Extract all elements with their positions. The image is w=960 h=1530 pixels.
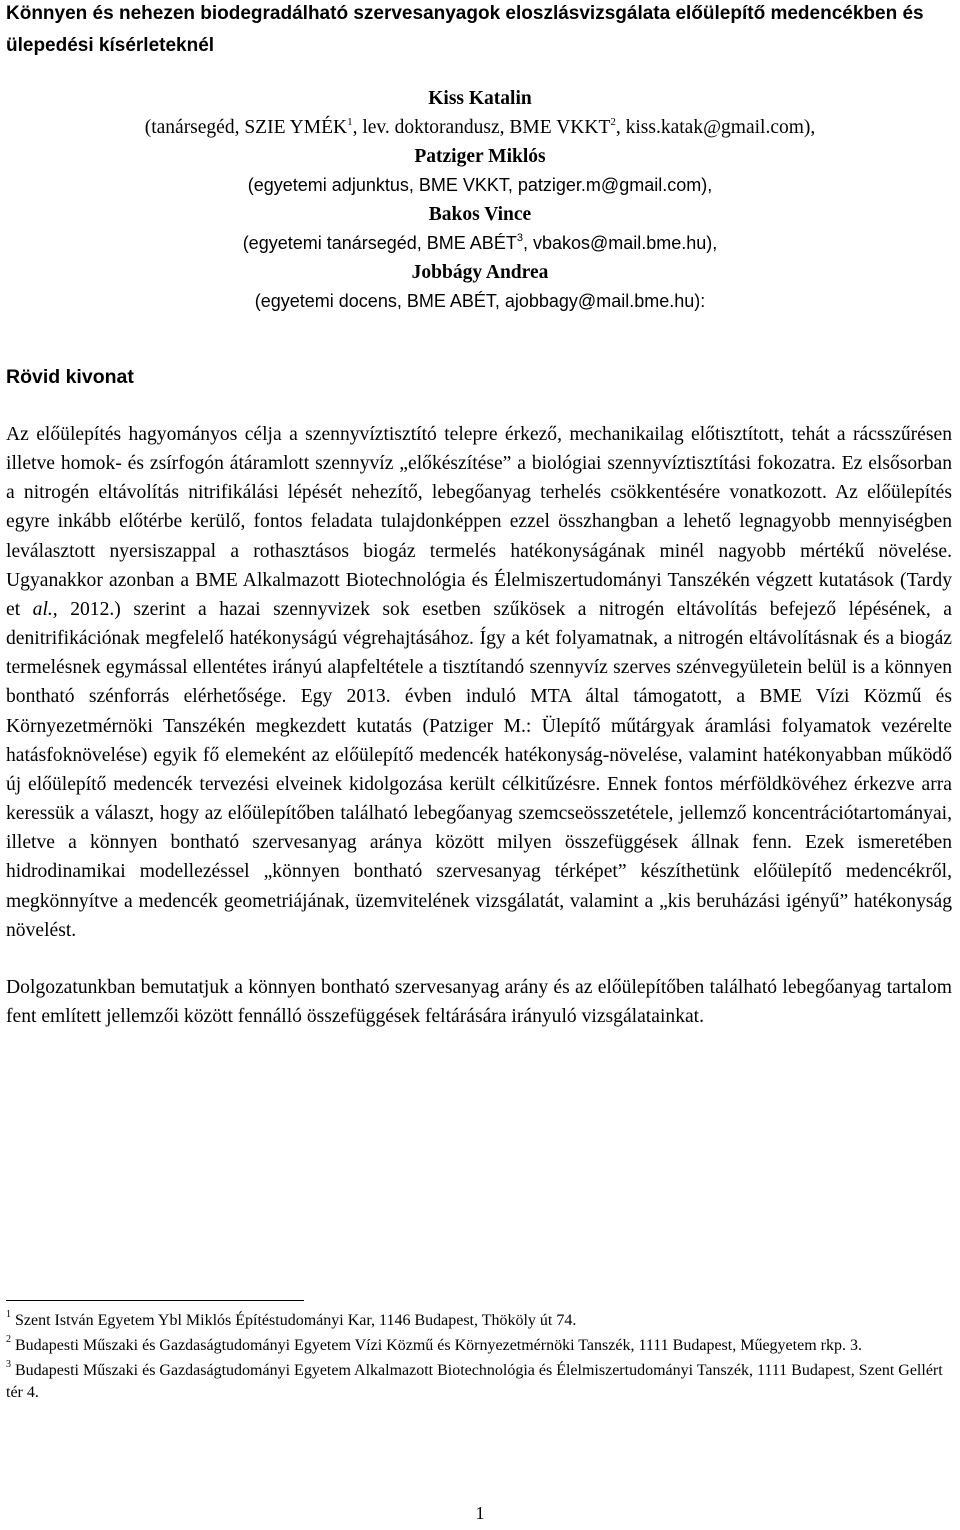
footnotes (6, 1310, 952, 1404)
affiliation-text: , kiss.katak@gmail.com), (615, 117, 816, 138)
author-affiliation (0, 113, 960, 142)
author-name: Jobbágy Andrea (411, 262, 549, 283)
author-name: Patziger Miklós (414, 146, 546, 167)
affiliation-text: , lev. doktorandusz, BME VKKT (352, 117, 611, 138)
author-name: Bakos Vince (428, 204, 532, 225)
paper-title: Könnyen és nehezen biodegradálható szervesanyagok eloszlásvizsgálata előülepítő medencékben és ülepedési kísérleteknél (6, 3, 924, 56)
paragraph-text: , 2012.) szerint a hazai szennyvizek sok esetben szűkösek a nitrogén eltávolítás befejező lépésének, a denitrifikációnak megfelelő hatékonyságú végrehajtásához. Így a két folyamatnak, a nitrogén eltávolításnak és a biogáz termelésnek egymással ellentétes irányú alapfeltétele a tisztítandó szennyvíz szerves szénvegyületein belül is a könnyen bontható szénforrás elérhetősége. Egy 2013. évben induló MTA által támogatott, a BME Vízi Közmű és Környezetmérnöki Tanszékén megkezdett kutatás (Patziger M.: Ülepítő műtárgyak áramlási folyamatok vezérelte hatásfoknövelése) egyik fő elemeként az előülepítő medencék hatékonyság-növelése, valamint hatékonyabban működő új előülepítő medencék tervezési elveinek kidolgozása került célkitűzésre. Ennek fontos mérföldkövéhez érkezve arra keressük a választ, hogy az előülepítőben található lebegőanyag szemcseösszetétele, jellemző koncentrációtartományai, illetve a könnyen bontható szervesanyag aránya között milyen összefüggések állnak fenn. Ezek ismeretében hidrodinamikai modellezéssel „könnyen bontható szervesanyag térképet” készíthetünk előülepítő medencékről, megkönnyítve a medencék geometriájának, üzemvitelének vizsgálatát, valamint a „kis beruházási igényű” hatékonyság növelést. (6, 598, 952, 941)
footnote-ref: 1 (347, 115, 353, 128)
paragraph-italic-text: al. (32, 598, 53, 620)
footnote-ref: 2 (610, 115, 616, 128)
footnote-mark: 1 (6, 1308, 11, 1320)
author-block (0, 84, 960, 316)
author-affiliation: (egyetemi docens, BME ABÉT, ajobbagy@mail.bme.hu): (254, 291, 706, 311)
footnote-text: Budapesti Műszaki és Gazdaságtudományi Egyetem Alkalmazott Biotechnológia és Élelmiszertudományi Tanszék, 1111 Budapest, Szent Gellért tér 4. (6, 1362, 943, 1401)
author-affiliation (0, 229, 960, 258)
footnote (6, 1360, 952, 1404)
footnote-text: Szent István Egyetem Ybl Miklós Építéstudományi Kar, 1146 Budapest, Thököly út 74. (11, 1312, 577, 1329)
abstract-paragraph (6, 420, 952, 945)
footnote-mark: 3 (6, 1358, 11, 1370)
abstract-body (6, 420, 952, 1031)
page-number: 1 (475, 1503, 485, 1523)
footnote-text: Budapesti Műszaki és Gazdaságtudományi Egyetem Vízi Közmű és Környezetmérnöki Tanszék, 1111 Budapest, Műegyetem rkp. 3. (11, 1337, 862, 1354)
abstract-paragraph: Dolgozatunkban bemutatjuk a könnyen bontható szervesanyag arány és az előülepítőben található lebegőanyag tartalom fent említett jellemzői között fennálló összefüggések feltárására irányuló vizsgálatainkat. (6, 976, 952, 1027)
section-heading: Rövid kivonat (6, 366, 134, 388)
footnote (6, 1335, 952, 1357)
affiliation-text: (tanársegéd, SZIE YMÉK (144, 117, 348, 138)
affiliation-text: (egyetemi tanársegéd, BME ABÉT (242, 233, 517, 253)
footnote-divider (6, 1300, 304, 1301)
footnote-mark: 2 (6, 1333, 11, 1345)
affiliation-text: , vbakos@mail.bme.hu), (522, 233, 718, 253)
author-affiliation: (egyetemi adjunktus, BME VKKT, patziger.m@gmail.com), (247, 175, 713, 195)
paragraph-text: Az előülepítés hagyományos célja a szennyvíztisztító telepre érkező, mechanikailag előtisztított, tehát a rácsszűrésen illetve homok- és zsírfogón átáramlott szennyvíz „előkészítése” a biológiai szennyvíztisztítási fokozatra. Ez elsősorban a nitrogén eltávolítás nitrifikálási lépését nehezítő, lebegőanyag terhelés csökkentésére vonatkozott. Az előülepítés egyre inkább előtérbe kerülő, fontos feladata tulajdonképpen ezzel összhangban a lehető legnagyobb mennyiségben leválasztott nyersiszappal a rothasztásos biogáz termelés hatékonyságának minél nagyobb mértékű növelése. Ugyanakkor azonban a BME Alkalmazott Biotechnológia és Élelmiszertudományi Tanszékén végzett kutatások (Tardy et (6, 424, 952, 620)
author-name: Kiss Katalin (428, 88, 532, 109)
footnote (6, 1310, 952, 1332)
footnote-ref: 3 (516, 232, 523, 244)
